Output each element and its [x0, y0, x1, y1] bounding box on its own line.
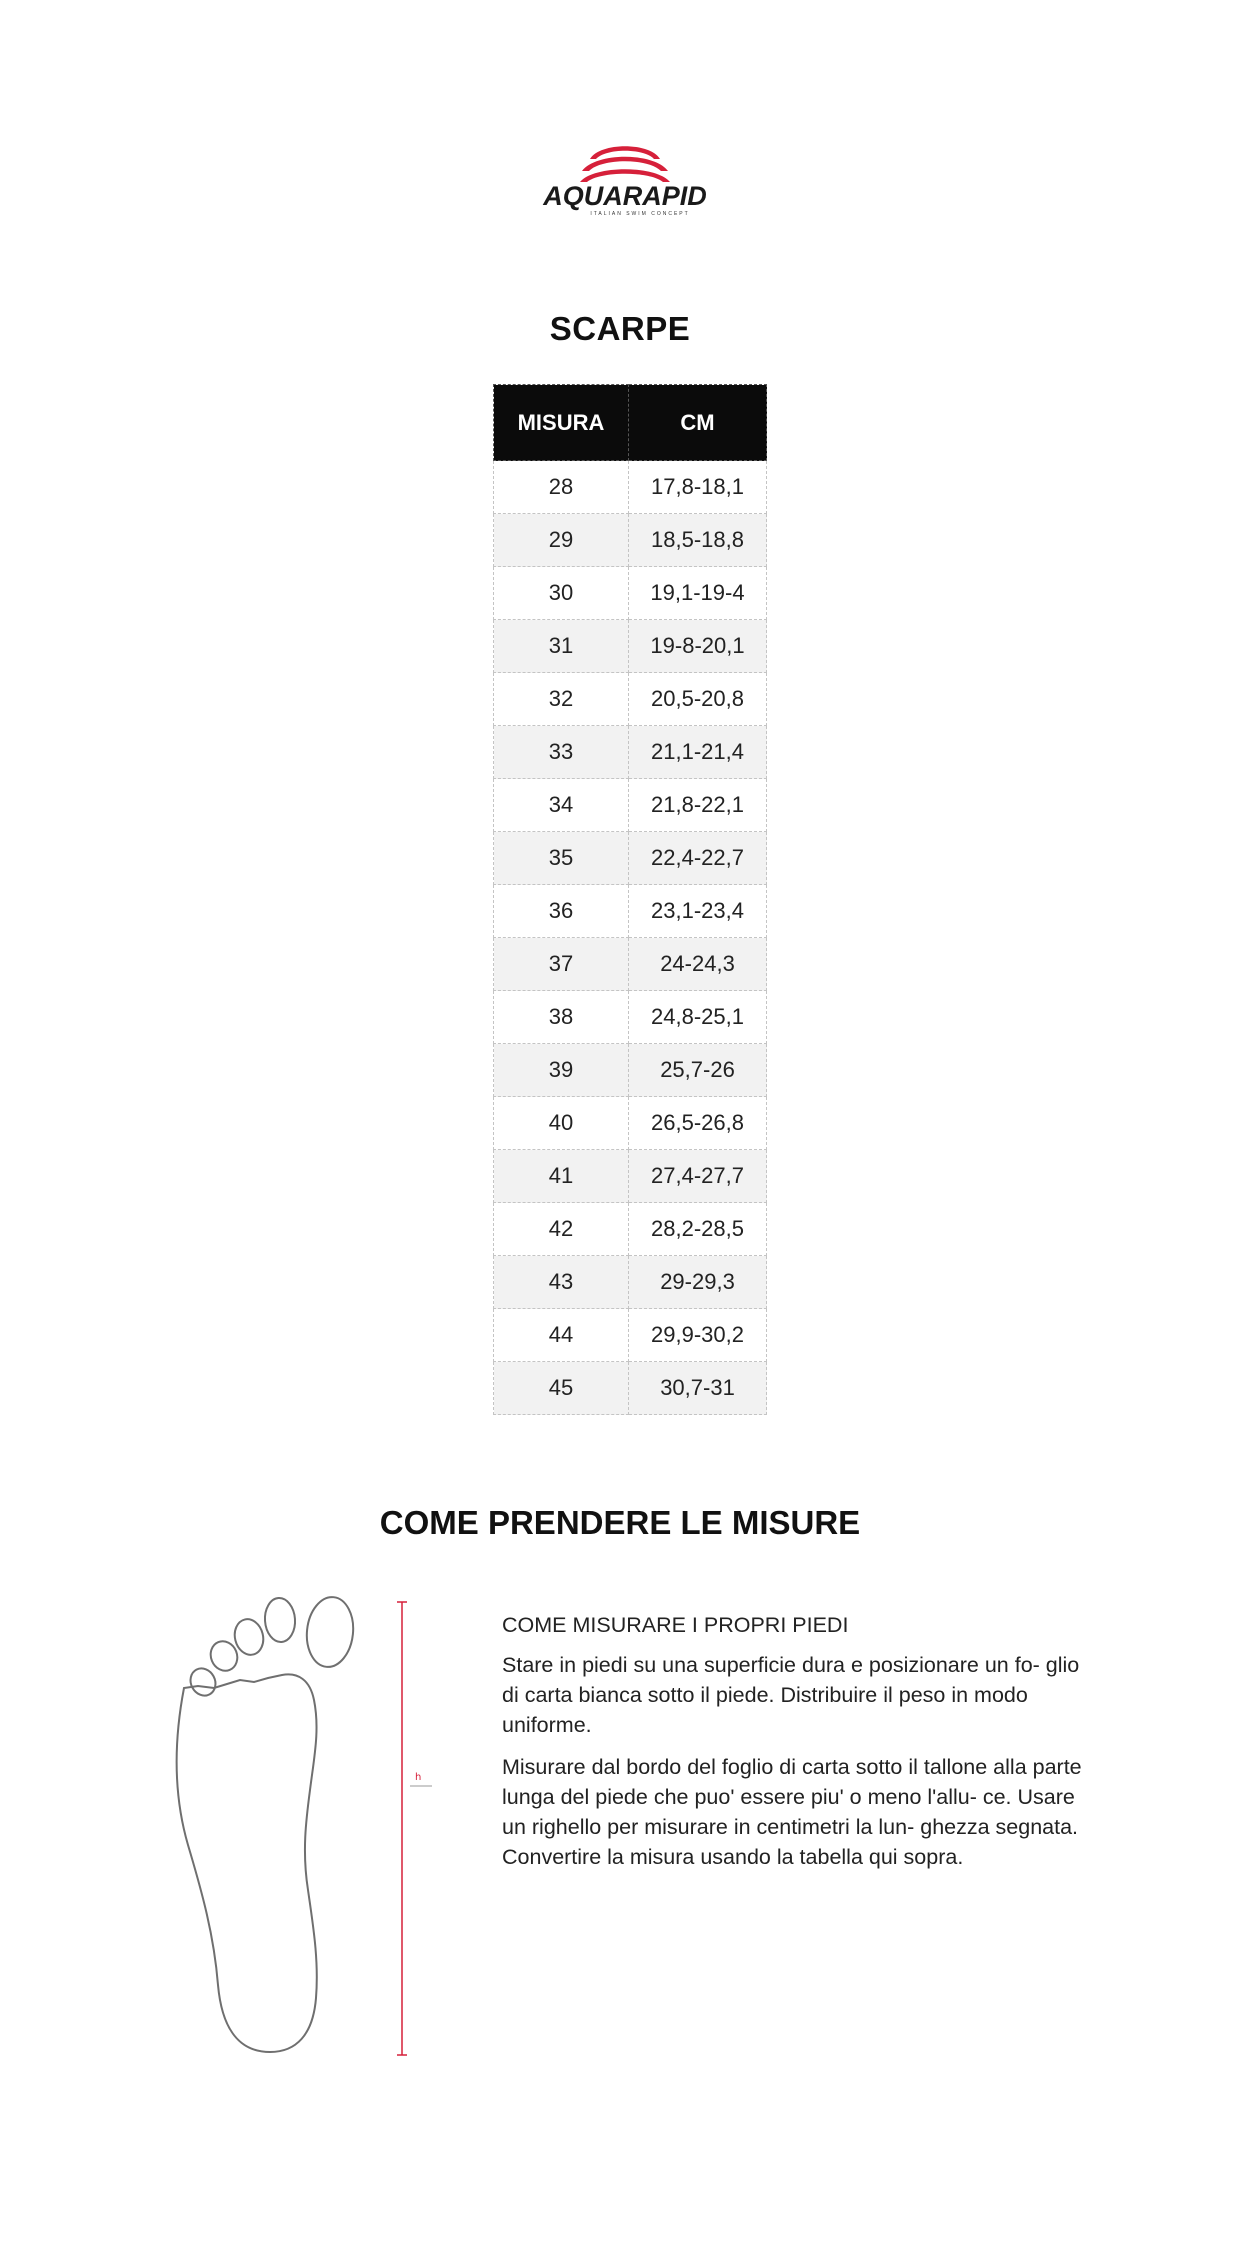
table-row [494, 514, 767, 567]
cm-cell: 19-8-20,1 [629, 620, 767, 673]
size-cell: 31 [494, 620, 629, 673]
size-cell: 35 [494, 832, 629, 885]
size-cell: 44 [494, 1309, 629, 1362]
table-row [494, 567, 767, 620]
column-header-misura: MISURA [494, 385, 629, 461]
cm-cell: 27,4-27,7 [629, 1150, 767, 1203]
cm-cell: 18,5-18,8 [629, 514, 767, 567]
cm-cell: 25,7-26 [629, 1044, 767, 1097]
table-row [494, 673, 767, 726]
cm-cell: 19,1-19-4 [629, 567, 767, 620]
cm-cell: 29,9-30,2 [629, 1309, 767, 1362]
size-cell: 43 [494, 1256, 629, 1309]
column-header-cm: CM [629, 385, 767, 461]
cm-cell: 23,1-23,4 [629, 885, 767, 938]
size-cell: 34 [494, 779, 629, 832]
table-row [494, 938, 767, 991]
foot-diagram [170, 1590, 450, 2070]
cm-cell: 20,5-20,8 [629, 673, 767, 726]
aquarapid-logo-icon [520, 138, 730, 218]
size-cell: 30 [494, 567, 629, 620]
cm-cell: 26,5-26,8 [629, 1097, 767, 1150]
size-table [493, 384, 767, 1415]
measure-section-title: COME PRENDERE LE MISURE [379, 1504, 861, 1541]
size-cell: 40 [494, 1097, 629, 1150]
cm-cell: 17,8-18,1 [629, 461, 767, 514]
cm-cell: 21,1-21,4 [629, 726, 767, 779]
size-cell: 39 [494, 1044, 629, 1097]
table-row [494, 1044, 767, 1097]
size-table-body [494, 461, 767, 1415]
table-header-row [494, 385, 767, 461]
brand-tagline: ITALIAN SWIM CONCEPT [590, 211, 690, 217]
size-cell: 32 [494, 673, 629, 726]
table-row [494, 461, 767, 514]
size-cell: 37 [494, 938, 629, 991]
size-cell: 41 [494, 1150, 629, 1203]
shoes-section-title: SCARPE [549, 310, 691, 347]
size-cell: 45 [494, 1362, 629, 1415]
table-row [494, 832, 767, 885]
cm-cell: 30,7-31 [629, 1362, 767, 1415]
size-cell: 28 [494, 461, 629, 514]
table-row [494, 779, 767, 832]
table-row [494, 1256, 767, 1309]
measure-instructions [502, 1610, 1082, 1884]
table-row [494, 991, 767, 1044]
cm-cell: 24,8-25,1 [629, 991, 767, 1044]
table-row [494, 1097, 767, 1150]
size-cell: 33 [494, 726, 629, 779]
brand-logo [520, 138, 730, 218]
table-row [494, 885, 767, 938]
size-cell: 36 [494, 885, 629, 938]
cm-cell: 29-29,3 [629, 1256, 767, 1309]
size-cell: 29 [494, 514, 629, 567]
instructions-heading: COME MISURARE I PROPRI PIEDI [502, 1613, 849, 1637]
cm-cell: 21,8-22,1 [629, 779, 767, 832]
cm-cell: 24-24,3 [629, 938, 767, 991]
foot-outline-icon [170, 1590, 450, 2070]
brand-name: AQUARAPID [543, 181, 707, 211]
table-row [494, 726, 767, 779]
instruction-paragraph: Stare in piedi su una superficie dura e posizionare un fo- glio di carta bianca sotto il piede. Distribuire il peso in modo uniforme. [502, 1653, 1080, 1737]
height-label: h [415, 1772, 422, 1783]
table-row [494, 620, 767, 673]
table-row [494, 1309, 767, 1362]
table-row [494, 1362, 767, 1415]
instruction-paragraph: Misurare dal bordo del foglio di carta sotto il tallone alla parte lunga del piede che puo' essere piu' o meno l'allu- ce. Usare un righello per misurare in centimetri la lun- ghezza segnata. Convertire la misura usando la tabella qui sopra. [502, 1755, 1082, 1869]
table-row [494, 1203, 767, 1256]
cm-cell: 28,2-28,5 [629, 1203, 767, 1256]
size-cell: 38 [494, 991, 629, 1044]
size-cell: 42 [494, 1203, 629, 1256]
table-row [494, 1150, 767, 1203]
cm-cell: 22,4-22,7 [629, 832, 767, 885]
